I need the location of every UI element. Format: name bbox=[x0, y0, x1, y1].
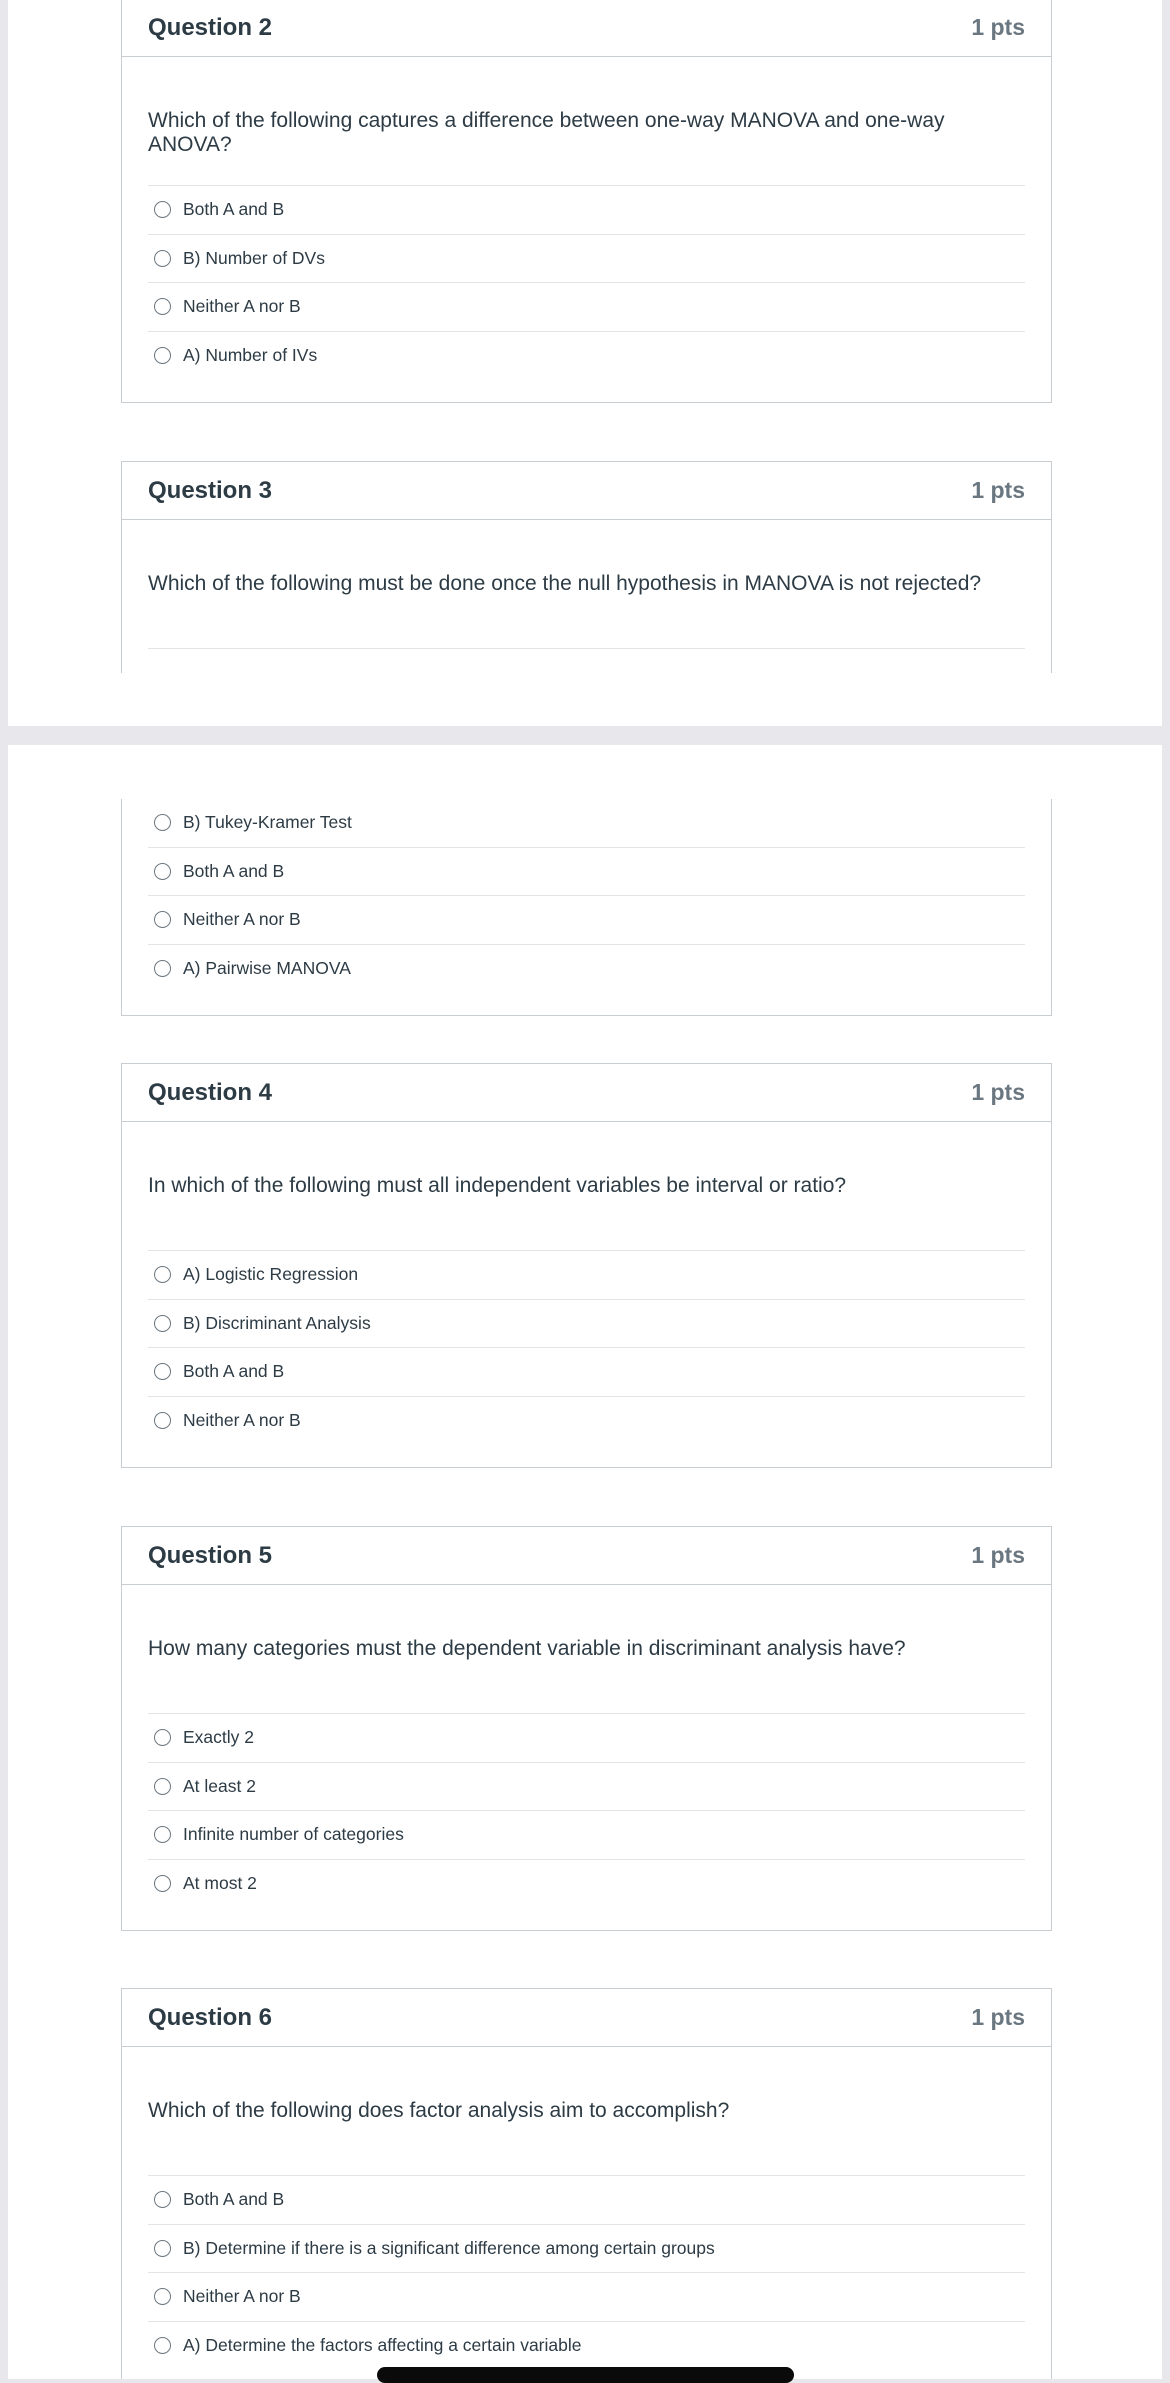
radio-button-icon[interactable] bbox=[154, 1266, 171, 1283]
question-title: Question 3 bbox=[148, 476, 273, 504]
answer-label: At least 2 bbox=[183, 1775, 256, 1796]
question-card-3 bbox=[121, 461, 1052, 673]
question-text: Which of the following does factor analysis aim to accomplish? bbox=[148, 2099, 730, 2122]
question-header bbox=[122, 1064, 1051, 1122]
answer-list bbox=[148, 185, 1025, 380]
answer-option[interactable] bbox=[148, 186, 1025, 235]
radio-button-icon[interactable] bbox=[154, 863, 171, 880]
home-indicator-bar[interactable] bbox=[377, 2367, 794, 2383]
question-card-2 bbox=[121, 0, 1052, 403]
question-title: Question 5 bbox=[148, 1541, 273, 1569]
page-sheet-2 bbox=[8, 745, 1162, 2379]
answer-option[interactable] bbox=[148, 1763, 1025, 1812]
answer-label: B) Determine if there is a significant difference among certain groups bbox=[183, 2237, 715, 2258]
page-sheet-1 bbox=[8, 0, 1162, 726]
answer-option[interactable] bbox=[148, 2225, 1025, 2274]
question-header bbox=[122, 462, 1051, 520]
radio-button-icon[interactable] bbox=[154, 2288, 171, 2305]
answer-option[interactable] bbox=[148, 945, 1025, 994]
answer-option[interactable] bbox=[148, 799, 1025, 848]
answer-option[interactable] bbox=[148, 1300, 1025, 1349]
answer-option[interactable] bbox=[148, 848, 1025, 897]
answer-label: A) Determine the factors affecting a certain variable bbox=[183, 2335, 582, 2356]
answer-label: Both A and B bbox=[183, 1361, 285, 1382]
question-text: How many categories must the dependent variable in discriminant analysis have? bbox=[148, 1637, 906, 1660]
radio-button-icon[interactable] bbox=[154, 1778, 171, 1795]
question-points: 1 pts bbox=[971, 477, 1025, 503]
radio-button-icon[interactable] bbox=[154, 1412, 171, 1429]
answer-label: At most 2 bbox=[183, 1873, 257, 1894]
radio-button-icon[interactable] bbox=[154, 1875, 171, 1892]
answer-option[interactable] bbox=[148, 1348, 1025, 1397]
question-header bbox=[122, 1527, 1051, 1585]
question-card-6 bbox=[121, 1988, 1052, 2379]
answer-label: Both A and B bbox=[183, 860, 285, 881]
question-title: Question 2 bbox=[148, 13, 273, 41]
question-text: In which of the following must all independent variables be interval or ratio? bbox=[148, 1174, 847, 1197]
radio-button-icon[interactable] bbox=[154, 814, 171, 831]
answer-list bbox=[148, 799, 1025, 993]
radio-button-icon[interactable] bbox=[154, 1826, 171, 1843]
answer-label: Exactly 2 bbox=[183, 1727, 254, 1748]
radio-button-icon[interactable] bbox=[154, 347, 171, 364]
radio-button-icon[interactable] bbox=[154, 911, 171, 928]
question-card-3-continued bbox=[121, 799, 1052, 1016]
question-points: 1 pts bbox=[971, 2004, 1025, 2030]
answer-label: A) Logistic Regression bbox=[183, 1264, 359, 1285]
answer-option[interactable] bbox=[148, 2176, 1025, 2225]
question-header bbox=[122, 1989, 1051, 2047]
answer-list bbox=[148, 1713, 1025, 1908]
question-text: Which of the following captures a difference between one-way MANOVA and one-way ANOVA? bbox=[148, 109, 945, 156]
answer-label: A) Pairwise MANOVA bbox=[183, 958, 351, 979]
answer-option[interactable] bbox=[148, 1714, 1025, 1763]
question-points: 1 pts bbox=[971, 14, 1025, 40]
answer-label: Infinite number of categories bbox=[183, 1824, 404, 1845]
question-card-5 bbox=[121, 1526, 1052, 1931]
question-points: 1 pts bbox=[971, 1079, 1025, 1105]
answer-label: Neither A nor B bbox=[183, 2286, 301, 2307]
radio-button-icon[interactable] bbox=[154, 1729, 171, 1746]
radio-button-icon[interactable] bbox=[154, 1363, 171, 1380]
answer-option[interactable] bbox=[148, 1251, 1025, 1300]
answer-label: B) Number of DVs bbox=[183, 247, 325, 268]
answer-list bbox=[148, 2175, 1025, 2370]
answer-option[interactable] bbox=[148, 1811, 1025, 1860]
answer-label: B) Discriminant Analysis bbox=[183, 1312, 371, 1333]
answer-label: Neither A nor B bbox=[183, 1410, 301, 1431]
question-points: 1 pts bbox=[971, 1542, 1025, 1568]
question-title: Question 6 bbox=[148, 2003, 273, 2031]
radio-button-icon[interactable] bbox=[154, 2240, 171, 2257]
question-title: Question 4 bbox=[148, 1078, 273, 1106]
answer-option[interactable] bbox=[148, 2322, 1025, 2371]
answer-option[interactable] bbox=[148, 283, 1025, 332]
answer-list bbox=[148, 1250, 1025, 1445]
question-header bbox=[122, 0, 1051, 57]
question-text: Which of the following must be done once the null hypothesis in MANOVA is not rejected? bbox=[148, 572, 982, 595]
radio-button-icon[interactable] bbox=[154, 201, 171, 218]
answer-option[interactable] bbox=[148, 1397, 1025, 1446]
radio-button-icon[interactable] bbox=[154, 2337, 171, 2354]
answer-option[interactable] bbox=[148, 2273, 1025, 2322]
answer-label: Neither A nor B bbox=[183, 296, 301, 317]
radio-button-icon[interactable] bbox=[154, 250, 171, 267]
radio-button-icon[interactable] bbox=[154, 960, 171, 977]
answer-option[interactable] bbox=[148, 896, 1025, 945]
answer-label: Neither A nor B bbox=[183, 909, 301, 930]
question-card-4 bbox=[121, 1063, 1052, 1468]
answer-label: B) Tukey-Kramer Test bbox=[183, 812, 352, 833]
answer-option[interactable] bbox=[148, 332, 1025, 381]
radio-button-icon[interactable] bbox=[154, 298, 171, 315]
answer-label: A) Number of IVs bbox=[183, 345, 318, 366]
answer-option[interactable] bbox=[148, 1860, 1025, 1909]
radio-button-icon[interactable] bbox=[154, 2191, 171, 2208]
answer-label: Both A and B bbox=[183, 2189, 285, 2210]
answer-option[interactable] bbox=[148, 235, 1025, 284]
answer-list-divider bbox=[148, 648, 1025, 649]
radio-button-icon[interactable] bbox=[154, 1315, 171, 1332]
answer-label: Both A and B bbox=[183, 199, 285, 220]
